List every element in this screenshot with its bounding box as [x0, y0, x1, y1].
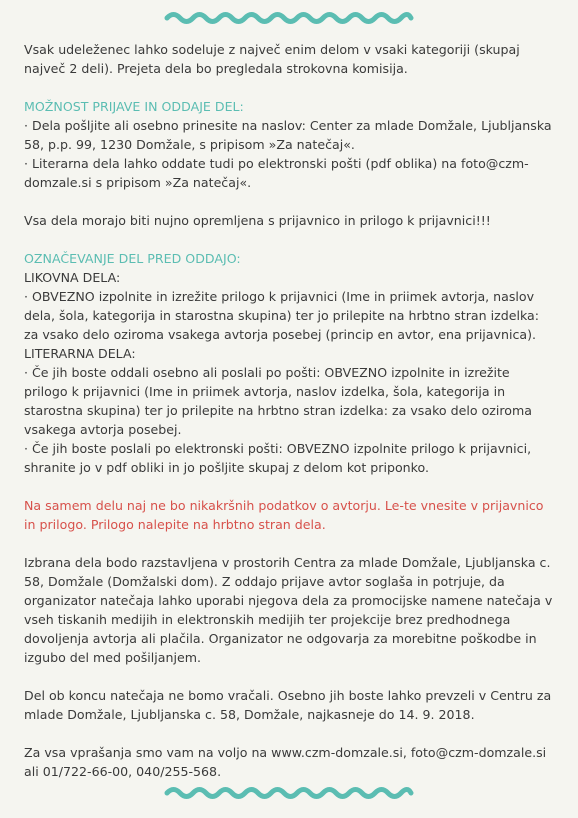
literary-item-email: · Če jih boste poslali po elektronski pošti: OBVEZNO izpolnite prilogo k prijavnici, shranite jo v pdf obliki in jo pošljite skupaj z delom kot priponko.	[24, 441, 532, 475]
exhibition-paragraph: Izbrana dela bodo razstavljena v prostorih Centra za mlade Domžale, Ljubljanska c. 58, Domžale (Domžalski dom). Z oddajo prijave avtor soglaša in potrjuje, da organizator natečaja lahko uporabi njegova dela za promocijske namene natečaja v vseh tiskanih medijih in elektronskih medijih ter projekcije brez predhodnega dovoljenja avtorja ali plačila. Organizator ne odgovarja za morebitne poškodbe in izgubo del med pošiljanjem.	[24, 555, 553, 665]
return-paragraph: Del ob koncu natečaja ne bomo vračali. Osebno jih boste lahko prevzeli v Centru za mlade Domžale, Ljubljanska c. 58, Domžale, najkasneje do 14. 9. 2018.	[24, 688, 552, 722]
literary-item-post: · Če jih boste oddali osebno ali poslali po pošti: OBVEZNO izpolnite in izrežite prilogo k prijavnici (Ime in priimek avtorja, naslov izdelka, šola, kategorija in starostna skupina) ter jo prilepite na hrbtno stran izdelka: za vsako delo oziroma vsakega avtorja posebej.	[24, 365, 532, 437]
document-body	[24, 40, 554, 781]
art-works-heading: LIKOVNA DELA:	[24, 270, 121, 285]
submission-heading: MOŽNOST PRIJAVE IN ODDAJE DEL:	[24, 99, 244, 114]
submission-item-post: · Dela pošljite ali osebno prinesite na naslov: Center za mlade Domžale, Ljubljanska 58, p.p. 99, 1230 Domžale, s pripisom »Za natečaj«.	[24, 118, 552, 152]
warning-paragraph: Na samem delu naj ne bo nikakršnih podatkov o avtorju. Le-te vnesite v prijavnico in prilogo. Prilogo nalepite na hrbtno stran dela.	[24, 498, 544, 532]
wave-divider-top	[163, 10, 415, 26]
contact-paragraph: Za vsa vprašanja smo vam na voljo na www.czm-domzale.si, foto@czm-domzale.si ali 01/722-66-00, 040/255-568.	[24, 745, 547, 779]
art-works-item: · OBVEZNO izpolnite in izrežite prilogo k prijavnici (Ime in priimek avtorja, naslov dela, šola, kategorija in starostna skupina) ter jo prilepite na hrbtno stran izdelka: za vsako delo oziroma vsakega avtorja posebej (princip en avtor, ena prijavnica).	[24, 289, 540, 342]
application-note: Vsa dela morajo biti nujno opremljena s prijavnico in prilogo k prijavnici!!!	[24, 213, 491, 228]
labeling-heading: OZNAČEVANJE DEL PRED ODDAJO:	[24, 251, 241, 266]
intro-paragraph: Vsak udeleženec lahko sodeluje z največ enim delom v vsaki kategoriji (skupaj največ 2 deli). Prejeta dela bo pregledala strokovna komisija.	[24, 42, 520, 76]
literary-works-heading: LITERARNA DELA:	[24, 346, 136, 361]
wave-divider-bottom	[163, 785, 415, 801]
submission-item-email: · Literarna dela lahko oddate tudi po elektronski pošti (pdf oblika) na foto@czm-domzale.si s pripisom »Za natečaj«.	[24, 156, 529, 190]
